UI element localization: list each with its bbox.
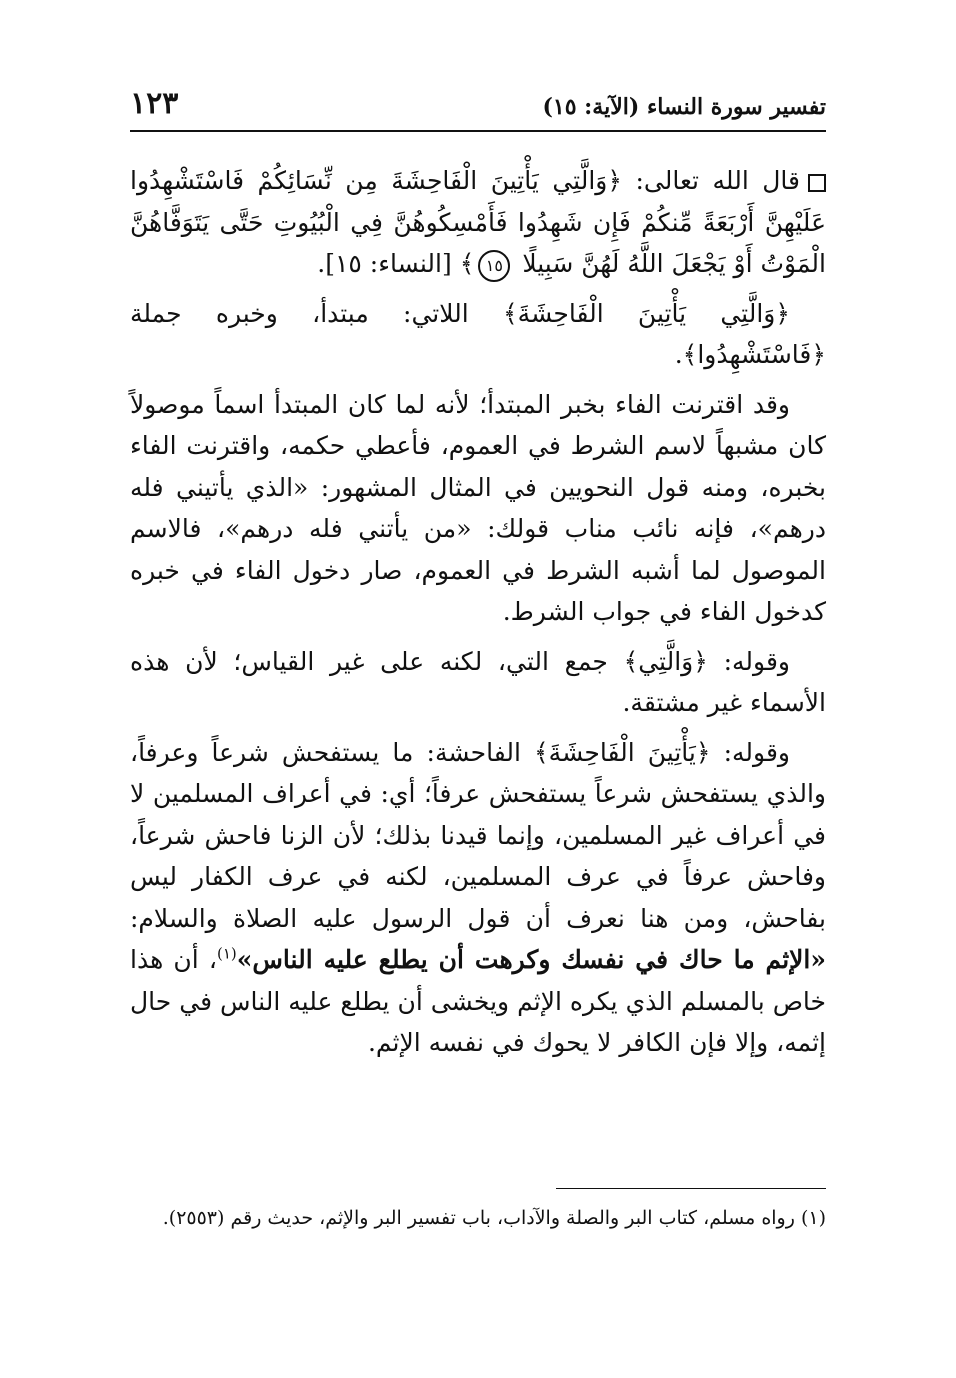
quran-phrase: ﴿وَالَّتِي﴾ bbox=[623, 646, 708, 676]
paragraph-grammar bbox=[130, 293, 826, 376]
square-bullet-icon bbox=[808, 174, 826, 192]
paragraph-text: جمع التي، لكنه على غير القياس؛ لأن هذه الأسماء غير مشتقة. bbox=[130, 646, 826, 717]
page-number: ١٢٣ bbox=[130, 86, 179, 121]
page-header bbox=[130, 88, 826, 128]
body-text bbox=[130, 160, 826, 1072]
footnote-reference[interactable]: (١) bbox=[217, 944, 237, 963]
verse-close-bracket: ﴾ bbox=[459, 249, 475, 278]
quran-verse: ﴿وَالَّتِي يَأْتِينَ الْفَاحِشَةَ مِن نِّسَائِكُمْ فَاسْتَشْهِدُوا عَلَيْهِنَّ أَرْبَعَةً مِّنكُمْ فَإِن شَهِدُوا فَأَمْسِكُوهُنَّ فِي الْبُيُوتِ حَتَّى يَتَوَفَّاهُنَّ الْمَوْتُ أَوْ يَجْعَلَ اللَّهُ لَهُنَّ سَبِيلًا bbox=[130, 166, 826, 278]
verse-intro: قال الله تعالى: bbox=[622, 166, 800, 195]
paragraph-text: ، أن هذا خاص بالمسلم الذي يكره الإثم ويخشى أن يطلع عليه الناس في حال إثمه، وإلا فإن الكافر لا يحوك في نفسه الإثم. bbox=[130, 945, 826, 1057]
running-title: تفسير سورة النساء (الآية: ١٥) bbox=[542, 94, 826, 120]
footnote-rule bbox=[556, 1188, 826, 1189]
ayah-number-marker: ١٥ bbox=[478, 250, 510, 282]
paragraph-text: . bbox=[674, 340, 683, 369]
footnote-item: (١) رواه مسلم، كتاب البر والصلة والآداب، باب تفسير البر والإثم، حديث رقم (٢٥٥٣). bbox=[162, 1207, 826, 1229]
paragraph-text: الفاحشة: ما يستفحش شرعاً وعرفاً، والذي يستفحش شرعاً يستفحش عرفاً؛ أي: في أعراف المسلمين لا في أعراف غير المسلمين، وإنما قيدنا بذلك؛ لأن الزنا فاحش شرعاً، وفاحش عرفاً في عرف المسلمين، لكنه في عرف الكفار ليس بفاحش، ومن هنا نعرف أن قول الرسول عليه الصلاة والسلام: bbox=[130, 737, 826, 933]
quran-phrase: ﴿وَالَّتِي يَأْتِينَ الْفَاحِشَةَ﴾ bbox=[503, 298, 790, 328]
footnotes bbox=[130, 1200, 826, 1236]
quran-phrase: ﴿يَأْتِينَ الْفَاحِشَةَ﴾ bbox=[534, 737, 711, 767]
hadith-quote: «الإثم ما حاك في نفسك وكرهت أن يطلع عليه الناس» bbox=[236, 945, 826, 974]
quran-phrase: ﴿فَاسْتَشْهِدُوا﴾ bbox=[682, 340, 826, 369]
paragraph-text: اللاتي: مبتدأ، وخبره جملة bbox=[130, 298, 504, 328]
paragraph-lead: وقوله: bbox=[707, 646, 790, 676]
header-rule bbox=[130, 130, 826, 132]
paragraph-fa-explanation: وقد اقترنت الفاء بخبر المبتدأ؛ لأنه لما كان المبتدأ اسماً موصولاً كان مشبهاً لاسم الشرط في العموم، فأعطي حكمه، واقترنت الفاء بخبره، ومنه قول النحويين في المثال المشهور: «الذي يأتيني فله درهم»، فإنه نائب مناب قولك: «من يأتني فله درهم»، فالاسم الموصول لما أشبه الشرط في العموم، صار دخول الفاء في خبره كدخول الفاء في جواب الشرط. bbox=[130, 389, 826, 626]
verse-citation: [النساء: ١٥]. bbox=[317, 249, 460, 278]
paragraph-lead: وقوله: bbox=[710, 737, 790, 767]
paragraph-allati bbox=[130, 641, 826, 724]
paragraph-verse-quote bbox=[130, 160, 826, 285]
paragraph-fahisha bbox=[130, 732, 826, 1064]
